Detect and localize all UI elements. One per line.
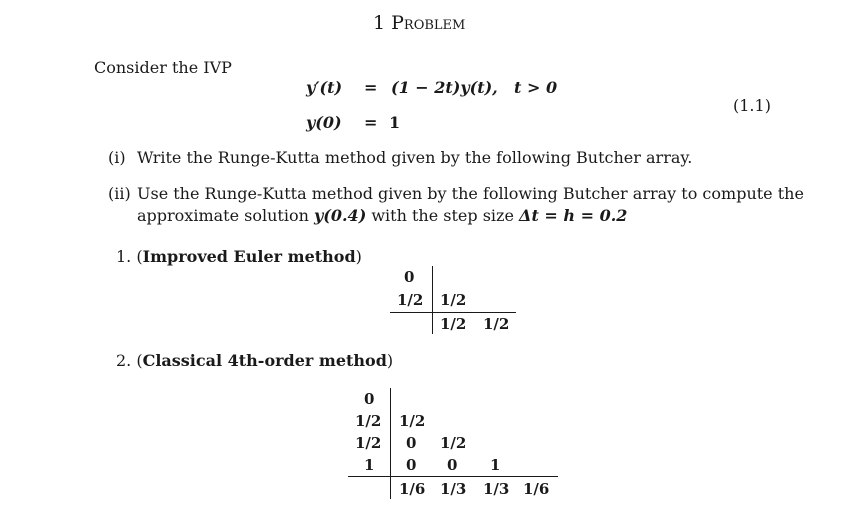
task-i-label: (i) xyxy=(108,148,126,167)
tableau-2-a-3-0: 0 xyxy=(406,456,417,474)
tableau-2-a-2-0: 0 xyxy=(406,434,417,452)
tableau-1-b-1: 1/2 xyxy=(483,315,510,333)
section-number: 1 xyxy=(373,12,386,34)
method-2-number: 2. xyxy=(116,351,132,370)
method-2-open: ( xyxy=(136,351,143,370)
tableau-2-a-3-2: 1 xyxy=(490,456,501,474)
method-1-close: ) xyxy=(355,247,362,266)
method-1-open: ( xyxy=(136,247,143,266)
tableau-1-vertical-rule xyxy=(432,266,433,334)
tableau-1-horizontal-rule xyxy=(390,312,516,313)
equation-tag: (1.1) xyxy=(733,96,771,115)
method-2-heading xyxy=(116,351,393,370)
method-1-number: 1. xyxy=(116,247,132,266)
method-1-name: Improved Euler method xyxy=(142,247,356,266)
tableau-1-c-0: 0 xyxy=(404,268,415,286)
tableau-1-a-1-0: 1/2 xyxy=(440,291,467,309)
equation-1-rel: = xyxy=(364,78,378,97)
tableau-2-a-2-1: 1/2 xyxy=(440,434,467,452)
tableau-1-c-1: 1/2 xyxy=(397,291,424,309)
equation-1-rhs: (1 − 2t)y(t), xyxy=(391,78,498,97)
equation-2-rel: = xyxy=(364,113,378,132)
tableau-2-b-1: 1/3 xyxy=(440,480,467,498)
task-ii-line1: Use the Runge-Kutta method given by the following Butcher array to compute the xyxy=(137,184,804,203)
task-ii-label: (ii) xyxy=(108,184,131,203)
tableau-2-b-3: 1/6 xyxy=(523,480,550,498)
equation-2-rhs: 1 xyxy=(389,113,401,132)
equation-1-condition: t > 0 xyxy=(514,78,558,97)
tableau-2-c-1: 1/2 xyxy=(355,412,382,430)
intro-text: Consider the IVP xyxy=(94,58,232,77)
section-heading xyxy=(373,12,465,34)
equation-1-lhs: y′(t) xyxy=(306,78,343,97)
tableau-2-c-3: 1 xyxy=(364,456,375,474)
tableau-2-a-1-0: 1/2 xyxy=(399,412,426,430)
tableau-2-horizontal-rule xyxy=(348,476,558,477)
task-ii-line2-prefix: approximate solution xyxy=(137,206,314,225)
method-2-name: Classical 4th-order method xyxy=(142,351,387,370)
method-2-close: ) xyxy=(386,351,394,370)
tableau-2-b-0: 1/6 xyxy=(399,480,426,498)
task-ii-stepsize-math: Δt = h = 0.2 xyxy=(519,206,628,225)
tableau-1-b-0: 1/2 xyxy=(440,315,467,333)
task-ii-line2-mid: with the step size xyxy=(366,206,520,225)
task-i-text: Write the Runge-Kutta method given by the following Butcher array. xyxy=(137,148,693,167)
tableau-2-c-2: 1/2 xyxy=(355,434,382,452)
section-title: Problem xyxy=(391,12,466,34)
task-ii-solution-math: y(0.4) xyxy=(313,206,367,225)
tableau-2-vertical-rule xyxy=(390,388,391,499)
tableau-2-a-3-1: 0 xyxy=(447,456,458,474)
tableau-2-c-0: 0 xyxy=(364,390,375,408)
task-ii-line2 xyxy=(137,206,627,225)
equation-2-lhs: y(0) xyxy=(306,113,342,132)
method-1-heading xyxy=(116,247,362,266)
tableau-2-b-2: 1/3 xyxy=(483,480,510,498)
